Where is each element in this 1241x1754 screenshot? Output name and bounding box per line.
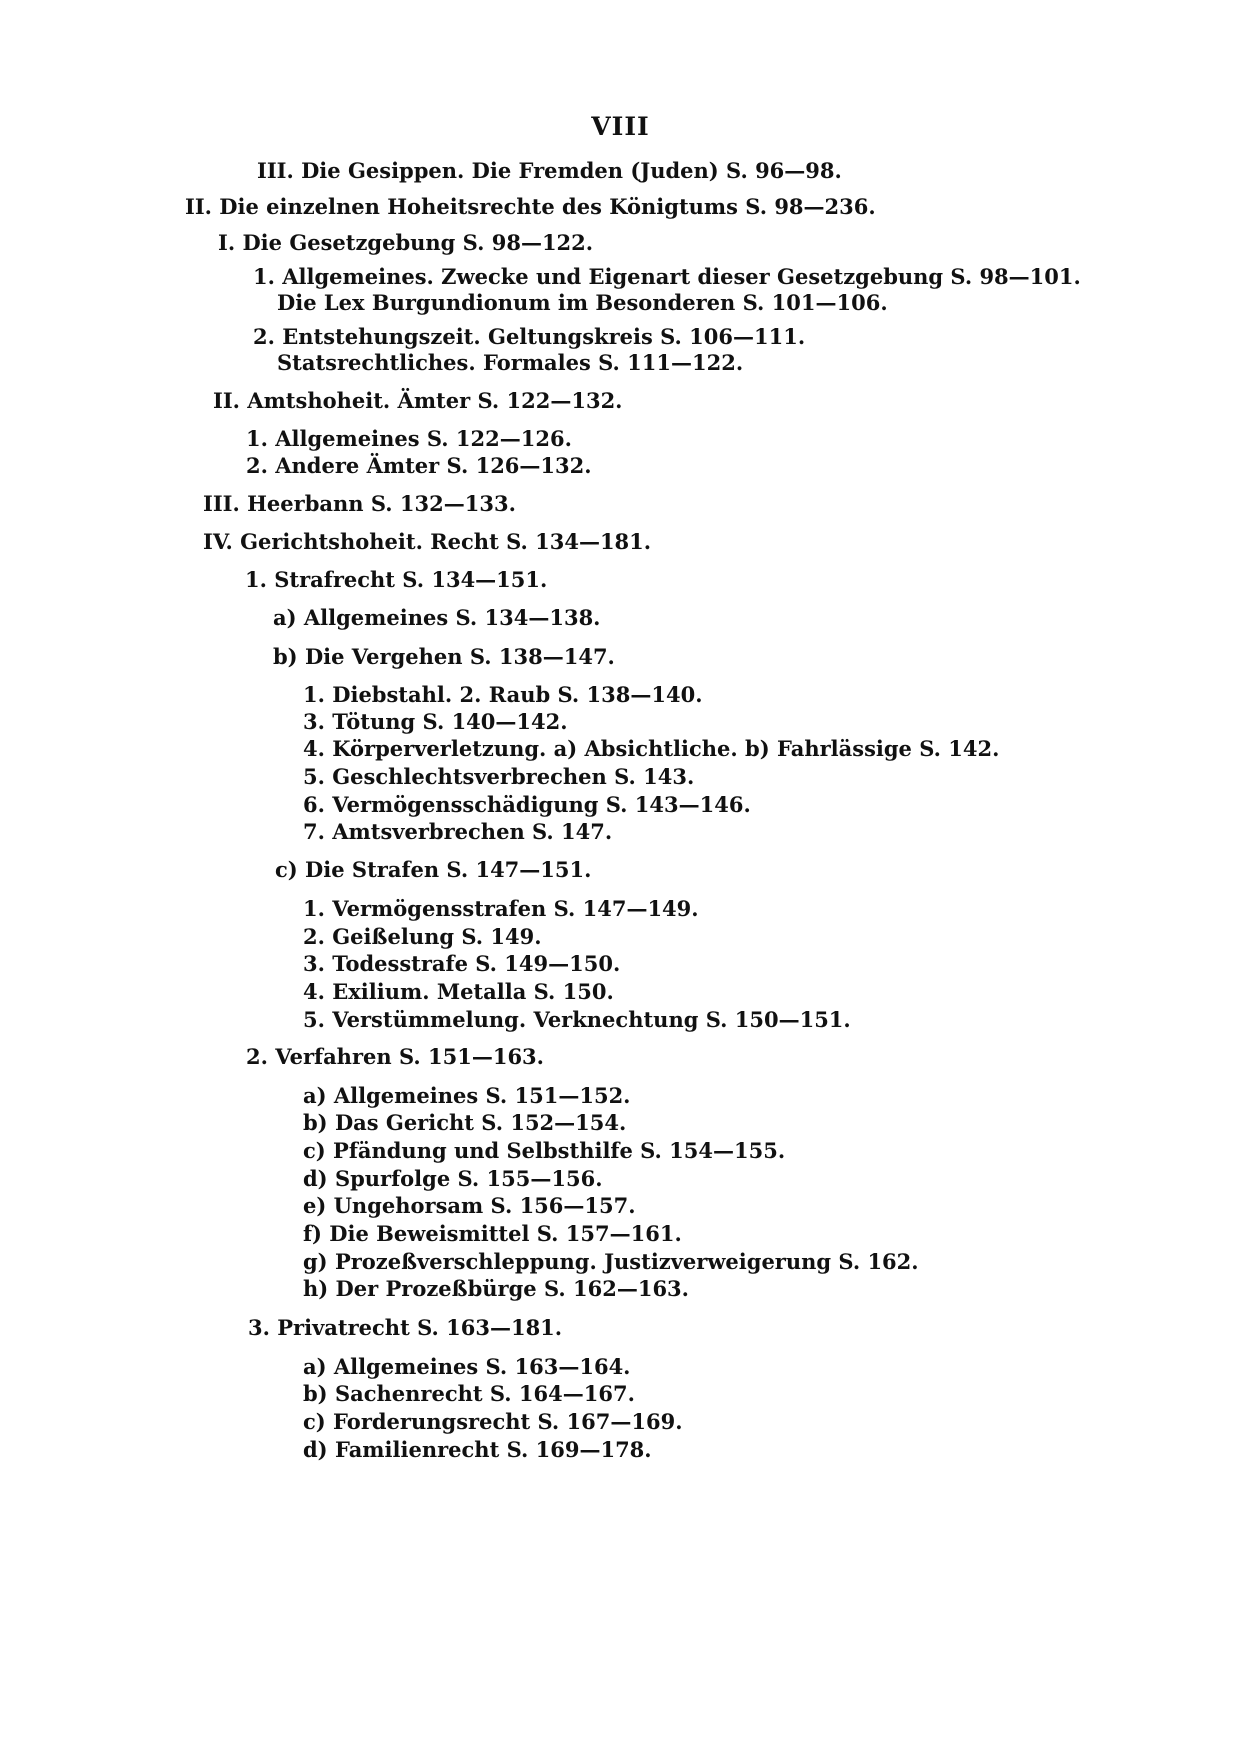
toc-entry-text: Prozeßverschleppung. Justizverweigerung S. 162. [334,1249,919,1274]
toc-entry [303,979,614,1005]
toc-entry-number: b) [303,1381,328,1406]
toc-entry [273,605,601,631]
toc-entry [303,1007,851,1033]
toc-entry [277,350,743,376]
toc-entry [275,857,591,883]
toc-entry-text: Der Prozeßbürge S. 162—163. [335,1276,689,1301]
toc-entry-number: 1. [245,567,267,592]
toc-entry [303,1221,682,1247]
toc-entry-number: 2. [253,324,275,349]
toc-entry-text: Sachenrecht S. 164—167. [334,1381,635,1406]
toc-entry-number: a) [273,605,297,630]
toc-entry-text: Die Gesetzgebung S. 98—122. [242,230,594,255]
toc-entry [303,792,751,818]
toc-entry [203,529,651,555]
toc-entry-text: Statsrechtliches. Formales S. 111—122. [277,350,744,375]
toc-entry-number: 2. [303,924,325,949]
toc-entry [245,567,547,593]
toc-entry-text: Allgemeines. Zwecke und Eigenart dieser Gesetzgebung S. 98—101. [282,264,1081,289]
toc-entry-text: Amtshoheit. Ämter S. 122—132. [247,388,623,413]
toc-entry-number: 4. [303,736,325,761]
toc-entry [303,1276,689,1302]
toc-entry-number: 3. [248,1315,270,1340]
toc-entry-number: 2. [246,1044,268,1069]
toc-entry-text: Die Gesippen. Die Fremden (Juden) S. 96—98. [301,158,842,183]
toc-entry [246,453,592,479]
toc-entry [303,1193,636,1219]
toc-entry [303,1437,652,1463]
toc-entry-number: a) [303,1354,327,1379]
toc-entry-number: I. [218,230,236,255]
toc-entry-text: Heerbann S. 132—133. [247,491,516,516]
toc-entry [303,1138,785,1164]
toc-entry-text: Gerichtshoheit. Recht S. 134—181. [240,529,652,554]
toc-entry-number: IV. [203,529,233,554]
toc-entry-text: Verfahren S. 151—163. [275,1044,544,1069]
toc-entry-text: Amtsverbrechen S. 147. [332,819,613,844]
toc-entry [303,736,999,762]
toc-entry [303,1083,631,1109]
toc-entry-number: 5. [303,764,325,789]
toc-entry-text: Allgemeines S. 163—164. [333,1354,631,1379]
page-number: VIII [591,112,650,141]
toc-entry-number: c) [275,857,298,882]
toc-entry [303,1409,683,1435]
toc-entry-text: Geißelung S. 149. [332,924,542,949]
toc-entry-text: Pfändung und Selbsthilfe S. 154—155. [333,1138,786,1163]
toc-entry [246,1044,544,1070]
toc-entry [185,194,876,220]
toc-entry-number: b) [273,644,298,669]
toc-entry-number: 2. [246,453,268,478]
toc-entry-number: a) [303,1083,327,1108]
toc-entry-text: Die einzelnen Hoheitsrechte des Königtums S. 98—236. [219,194,876,219]
toc-entry [213,388,623,414]
toc-entry-number: d) [303,1437,328,1462]
toc-entry [303,1166,603,1192]
toc-entry-text: Die Strafen S. 147—151. [305,857,592,882]
toc-entry-number: II. [185,194,212,219]
toc-entry [273,644,615,670]
toc-entry-number: e) [303,1193,327,1218]
toc-entry-number: 3. [303,951,325,976]
toc-entry-text: Entstehungszeit. Geltungskreis S. 106—111. [282,324,806,349]
toc-entry [277,290,888,316]
toc-entry-text: Allgemeines S. 134—138. [303,605,601,630]
toc-entry [248,1315,562,1341]
toc-entry-text: Tötung S. 140—142. [332,709,568,734]
toc-entry-text: Strafrecht S. 134—151. [274,567,548,592]
toc-entry-text: Die Vergehen S. 138—147. [304,644,615,669]
toc-entry-number: 4. [303,979,325,1004]
toc-entry-text: Verstümmelung. Verknechtung S. 150—151. [332,1007,851,1032]
toc-entry-number: II. [213,388,240,413]
toc-entry-text: Todesstrafe S. 149—150. [332,951,621,976]
toc-entry-number: 6. [303,792,325,817]
toc-entry-number: 1. [253,264,275,289]
toc-entry-number: f) [303,1221,322,1246]
toc-entry-number: III. [257,158,294,183]
toc-entry-number: 7. [303,819,325,844]
toc-entry-text: Das Gericht S. 152—154. [334,1110,627,1135]
toc-entry [303,1354,631,1380]
toc-entry-text: Allgemeines S. 151—152. [333,1083,631,1108]
toc-entry-number: c) [303,1138,326,1163]
toc-entry-number: 5. [303,1007,325,1032]
toc-entry [303,1110,626,1136]
toc-entry [303,1381,635,1407]
toc-entry [303,764,694,790]
toc-entry-number: 1. [303,896,325,921]
toc-entry-text: Vermögensschädigung S. 143—146. [332,792,751,817]
toc-entry-text: Privatrecht S. 163—181. [277,1315,563,1340]
toc-entry-number: h) [303,1276,329,1301]
toc-entry-number: d) [303,1166,328,1191]
toc-entry-number: III. [203,491,240,516]
toc-entry-text: Ungehorsam S. 156—157. [333,1193,636,1218]
toc-entry [203,491,516,517]
toc-entry-number: 1. [303,682,325,707]
toc-entry [303,896,699,922]
toc-entry-text: Forderungsrecht S. 167—169. [333,1409,683,1434]
toc-entry-text: Die Beweismittel S. 157—161. [329,1221,682,1246]
toc-entry-text: Diebstahl. 2. Raub S. 138—140. [332,682,703,707]
toc-entry-text: Körperverletzung. a) Absichtliche. b) Fahrlässige S. 142. [332,736,1000,761]
toc-entry [257,158,842,184]
toc-entry [303,819,612,845]
toc-entry [303,924,542,950]
toc-entry-number: 1. [246,426,268,451]
toc-entry-number: b) [303,1110,328,1135]
toc-entry [303,951,620,977]
toc-entry [253,324,805,350]
toc-entry-text: Exilium. Metalla S. 150. [332,979,614,1004]
toc-entry [303,1249,919,1275]
toc-entry-text: Die Lex Burgundionum im Besonderen S. 101—106. [277,290,888,315]
toc-entry-number: c) [303,1409,326,1434]
toc-entry-text: Allgemeines S. 122—126. [275,426,572,451]
toc-entry-number: g) [303,1249,328,1274]
toc-entry-text: Vermögensstrafen S. 147—149. [332,896,699,921]
toc-entry [253,264,1081,290]
toc-entry [303,682,703,708]
toc-entry-number: 3. [303,709,325,734]
toc-entry-text: Spurfolge S. 155—156. [334,1166,603,1191]
toc-entry [218,230,593,256]
toc-entry-text: Andere Ämter S. 126—132. [275,453,592,478]
toc-entry-text: Familienrecht S. 169—178. [334,1437,652,1462]
toc-entry [246,426,572,452]
toc-entry [303,709,568,735]
toc-entry-text: Geschlechtsverbrechen S. 143. [332,764,695,789]
